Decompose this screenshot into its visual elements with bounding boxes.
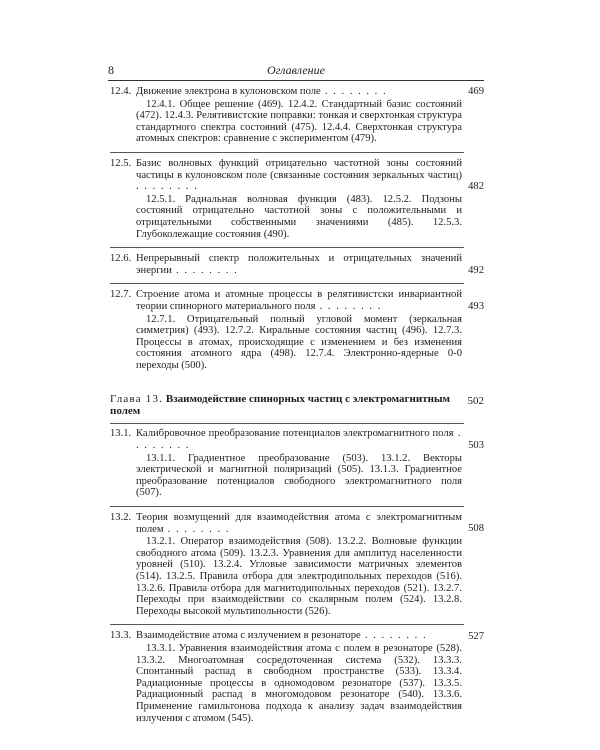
chapter-separator: [110, 423, 464, 424]
section-title: [136, 158, 462, 193]
section-page: 482: [468, 181, 484, 193]
section-title: [136, 253, 462, 276]
subsection-list: 13.1.1. Градиентное преобразование (503). 13.1.2. Векторы электрической и магнитной поляризаций (505). 13.1.3. Градиентное преобразование потенциалов свободного электромагнитного поля (507).: [136, 452, 462, 499]
section-number: 13.3.: [110, 630, 132, 642]
toc-entry[interactable]: [110, 428, 484, 499]
toc-entry[interactable]: [110, 86, 484, 145]
section-title-text: Строение атома и атомные процессы в релятивистски инвариантной теории спинорного материального поля: [136, 289, 462, 312]
section-title: [136, 428, 462, 451]
section-number: 12.7.: [110, 289, 132, 301]
leader-dots: . . . . . . . .: [315, 300, 382, 312]
subsection-list: 13.2.1. Оператор взаимодействия (508). 13.2.2. Волновые функции свободного атома (509). 13.2.3. Уравнения для амплитуд населенности уровней (510). 13.2.4. Угловые зависимости матричных элементов (514). 13.2.5. Правила отбора для электродипольных переходов (516). 13.2.6. Правила отбора для магнитодипольных переходов (521). 13.2.7. Переходы при взаимодействии со скалярным полем (524). 13.2.8. Переходы высокой мультипольности (526).: [136, 536, 462, 617]
leader-dots: . . . . . . . .: [136, 181, 199, 193]
chapter-heading[interactable]: [110, 393, 484, 417]
running-head: Оглавление: [267, 63, 325, 77]
subsection-list: 12.5.1. Радиальная волновая функция (483). 12.5.2. Подзоны состояний отрицательно частотной зоны с положительными и отрицательными собственными значениями (485). 12.5.3. Глубоколежащие состояния (490).: [136, 193, 462, 240]
section-page: 527: [468, 630, 484, 642]
entry-separator: [110, 247, 464, 248]
toc-body: [110, 86, 484, 724]
section-title-text: Базис волновых функций отрицательно частотной зоны состояний частицы в кулоновском поле (связанные состояния зеркальных частиц): [136, 157, 462, 181]
entry-separator: [110, 283, 464, 284]
chapter-page: 502: [467, 395, 484, 408]
section-title: [136, 289, 462, 312]
leader-dots: . . . . . . . .: [320, 86, 388, 97]
toc-section-group: [110, 86, 484, 371]
page-header: [108, 63, 484, 79]
toc-entry[interactable]: [110, 512, 484, 617]
section-title: [136, 86, 462, 98]
leader-dots: . . . . . . . .: [163, 523, 230, 535]
section-title-text: Движение электрона в кулоновском поле: [136, 86, 321, 97]
section-page: 469: [468, 86, 484, 98]
section-title-text: Калибровочное преобразование потенциалов электромагнитного поля: [136, 428, 454, 440]
leader-dots: . . . . . . . .: [171, 264, 239, 276]
chapter-label: Глава 13.: [110, 393, 164, 406]
leader-dots: . . . . . . . .: [136, 428, 462, 452]
subsection-list: 12.4.1. Общее решение (469). 12.4.2. Стандартный базис состояний (472). 12.4.3. Релятивистские поправки: тонкая и сверхтонкая структура стандартного спектра состояний (475). 12.4.4. Сверхтонкая структура атомных спектров: сравнение с экспериментом (479).: [136, 98, 462, 145]
section-title-text: Непрерывный спектр положительных и отрицательных значений энергии: [136, 253, 462, 276]
toc-entry[interactable]: [110, 253, 484, 276]
section-page: 503: [468, 439, 484, 451]
section-title-text: Теория возмущений для взаимодействия атома с электромагнитным полем: [136, 512, 462, 535]
section-number: 12.5.: [110, 157, 132, 169]
section-number: 13.2.: [110, 512, 132, 524]
toc-entry[interactable]: [110, 289, 484, 371]
toc-entry[interactable]: [110, 630, 484, 724]
entry-separator: [110, 506, 464, 507]
page-number: 8: [108, 63, 114, 77]
subsection-list: 13.3.1. Уравнения взаимодействия атома с полем в резонаторе (528). 13.3.2. Многоатомная сосредоточенная система (532). 13.3.3. Спонтанный распад в свободном пространстве (533). 13.3.4. Радиационные процессы в одномодовом резонаторе (537). 13.3.5. Радиационный распад в многомодовом резонаторе (540). 13.3.6. Применение гамильтонова подхода к анализу задач взаимодействия излучения с атомом (545).: [136, 642, 462, 724]
chapter-title: Взаимодействие спинорных частиц с электромагнитным полем: [110, 393, 451, 418]
section-number: 13.1.: [110, 428, 132, 440]
section-page: 492: [468, 264, 484, 276]
subsection-list: 12.7.1. Отрицательный полный угловой момент (зеркальная симметрия) (493). 12.7.2. Киральные состояния частиц (496). 12.7.3. Процессы в атомах, происходящие с изменением и без изменения состояния атомного ядра (498). 12.7.4. Электронно-ядерные 0-0 переходы (500).: [136, 313, 462, 371]
section-title: [136, 630, 462, 642]
section-title: [136, 512, 462, 535]
section-title-text: Взаимодействие атома с излучением в резонаторе: [136, 630, 361, 642]
toc-entry[interactable]: [110, 158, 484, 240]
toc-section-group: [110, 428, 484, 724]
entry-separator: [110, 152, 464, 153]
section-page: 508: [468, 523, 484, 535]
section-number: 12.6.: [110, 253, 132, 265]
entry-separator: [110, 624, 464, 625]
section-number: 12.4.: [110, 86, 132, 97]
header-rule: [108, 80, 484, 81]
leader-dots: . . . . . . . .: [360, 630, 428, 642]
section-page: 493: [468, 300, 484, 312]
